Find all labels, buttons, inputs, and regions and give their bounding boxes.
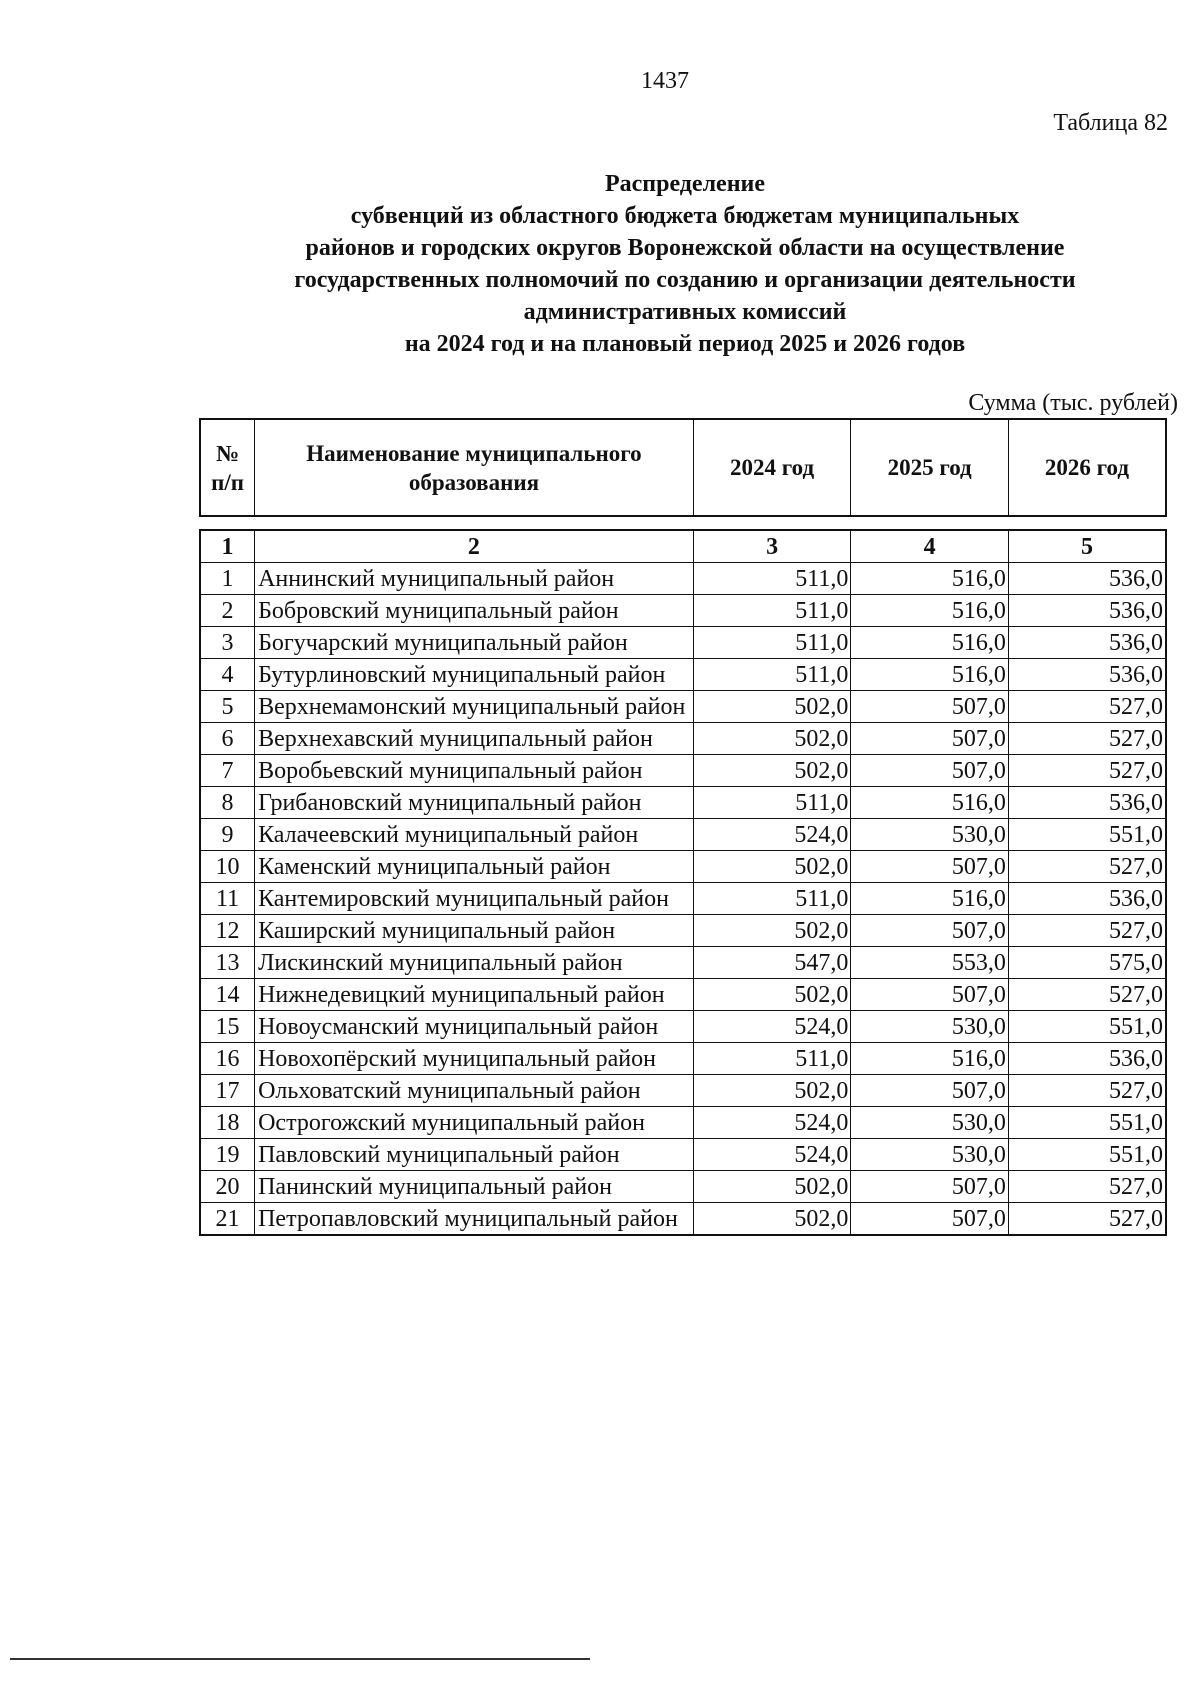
table-row — [200, 979, 1166, 1011]
value-2024: 511,0 — [693, 563, 851, 595]
value-2026: 551,0 — [1008, 819, 1166, 851]
value-2026: 527,0 — [1008, 1075, 1166, 1107]
value-2026: 527,0 — [1008, 851, 1166, 883]
value-2026: 527,0 — [1008, 723, 1166, 755]
value-2025: 507,0 — [851, 1171, 1009, 1203]
table-row — [200, 883, 1166, 915]
value-2026: 536,0 — [1008, 1043, 1166, 1075]
value-2024: 502,0 — [693, 979, 851, 1011]
municipality-name: Новохопёрский муниципальный район — [255, 1043, 694, 1075]
row-number: 1 — [200, 563, 255, 595]
title-line: на 2024 год и на плановый период 2025 и 2026 годов — [404, 331, 966, 357]
data-table — [199, 529, 1167, 1236]
municipality-name: Нижнедевицкий муниципальный район — [255, 979, 694, 1011]
table-row — [200, 1203, 1166, 1236]
value-2024: 511,0 — [693, 595, 851, 627]
value-2025: 530,0 — [851, 1139, 1009, 1171]
value-2024: 524,0 — [693, 1107, 851, 1139]
row-number: 14 — [200, 979, 255, 1011]
title-line: субвенций из областного бюджета бюджетам муниципальных — [350, 203, 1020, 229]
value-2025: 507,0 — [851, 915, 1009, 947]
municipality-name: Петропавловский муниципальный район — [255, 1203, 694, 1236]
table-row — [200, 787, 1166, 819]
header-2025: 2025 год — [851, 419, 1009, 516]
table-row — [200, 595, 1166, 627]
municipality-name: Новоусманский муниципальный район — [255, 1011, 694, 1043]
value-2025: 530,0 — [851, 1107, 1009, 1139]
table-row — [200, 563, 1166, 595]
row-number: 17 — [200, 1075, 255, 1107]
value-2025: 553,0 — [851, 947, 1009, 979]
value-2026: 551,0 — [1008, 1011, 1166, 1043]
column-number: 2 — [255, 530, 694, 563]
table-row — [200, 819, 1166, 851]
column-number-row — [200, 530, 1166, 563]
table-label: Таблица 82 — [1053, 110, 1168, 136]
municipality-name: Ольховатский муниципальный район — [255, 1075, 694, 1107]
municipality-name: Богучарский муниципальный район — [255, 627, 694, 659]
municipality-name: Лискинский муниципальный район — [255, 947, 694, 979]
value-2024: 547,0 — [693, 947, 851, 979]
row-number: 15 — [200, 1011, 255, 1043]
column-number: 4 — [851, 530, 1009, 563]
title-line: районов и городских округов Воронежской области на осуществление — [305, 235, 1065, 261]
table-row — [200, 1043, 1166, 1075]
value-2025: 516,0 — [851, 563, 1009, 595]
value-2026: 536,0 — [1008, 787, 1166, 819]
value-2026: 536,0 — [1008, 563, 1166, 595]
value-2025: 516,0 — [851, 595, 1009, 627]
municipality-name: Острогожский муниципальный район — [255, 1107, 694, 1139]
header-name: Наименование муниципального образования — [255, 419, 694, 516]
value-2026: 536,0 — [1008, 627, 1166, 659]
value-2024: 511,0 — [693, 1043, 851, 1075]
value-2024: 524,0 — [693, 1011, 851, 1043]
value-2026: 575,0 — [1008, 947, 1166, 979]
row-number: 19 — [200, 1139, 255, 1171]
value-2025: 507,0 — [851, 1075, 1009, 1107]
row-number: 12 — [200, 915, 255, 947]
row-number: 18 — [200, 1107, 255, 1139]
value-2025: 507,0 — [851, 1203, 1009, 1236]
municipality-name: Грибановский муниципальный район — [255, 787, 694, 819]
row-number: 3 — [200, 627, 255, 659]
value-2026: 527,0 — [1008, 979, 1166, 1011]
header-2026: 2026 год — [1008, 419, 1166, 516]
row-number: 6 — [200, 723, 255, 755]
row-number: 20 — [200, 1171, 255, 1203]
table-row — [200, 627, 1166, 659]
units-label: Сумма (тыс. рублей) — [968, 390, 1178, 416]
municipality-name: Панинский муниципальный район — [255, 1171, 694, 1203]
value-2024: 511,0 — [693, 883, 851, 915]
header-num: № п/п — [200, 419, 255, 516]
value-2025: 516,0 — [851, 787, 1009, 819]
value-2025: 530,0 — [851, 1011, 1009, 1043]
municipality-name: Аннинский муниципальный район — [255, 563, 694, 595]
municipality-name: Бутурлиновский муниципальный район — [255, 659, 694, 691]
value-2024: 502,0 — [693, 723, 851, 755]
value-2025: 516,0 — [851, 1043, 1009, 1075]
title-line: Распределение — [604, 171, 766, 197]
table-row — [200, 1139, 1166, 1171]
value-2024: 524,0 — [693, 819, 851, 851]
municipality-name: Бобровский муниципальный район — [255, 595, 694, 627]
municipality-name: Калачеевский муниципальный район — [255, 819, 694, 851]
table-row — [200, 947, 1166, 979]
row-number: 16 — [200, 1043, 255, 1075]
document-title — [200, 168, 1170, 360]
municipality-name: Каменский муниципальный район — [255, 851, 694, 883]
value-2026: 536,0 — [1008, 883, 1166, 915]
value-2026: 551,0 — [1008, 1107, 1166, 1139]
value-2026: 527,0 — [1008, 691, 1166, 723]
municipality-name: Верхнемамонский муниципальный район — [255, 691, 694, 723]
value-2026: 527,0 — [1008, 755, 1166, 787]
value-2026: 527,0 — [1008, 1171, 1166, 1203]
row-number: 5 — [200, 691, 255, 723]
municipality-name: Кантемировский муниципальный район — [255, 883, 694, 915]
value-2026: 527,0 — [1008, 1203, 1166, 1236]
municipality-name: Каширский муниципальный район — [255, 915, 694, 947]
municipality-name: Воробьевский муниципальный район — [255, 755, 694, 787]
title-line: государственных полномочий по созданию и организации деятельности — [294, 267, 1076, 293]
value-2025: 516,0 — [851, 627, 1009, 659]
row-number: 7 — [200, 755, 255, 787]
value-2024: 502,0 — [693, 691, 851, 723]
column-number: 3 — [693, 530, 851, 563]
value-2026: 536,0 — [1008, 659, 1166, 691]
table-row — [200, 1075, 1166, 1107]
value-2024: 502,0 — [693, 851, 851, 883]
municipality-name: Павловский муниципальный район — [255, 1139, 694, 1171]
row-number: 4 — [200, 659, 255, 691]
row-number: 11 — [200, 883, 255, 915]
row-number: 13 — [200, 947, 255, 979]
row-number: 8 — [200, 787, 255, 819]
value-2024: 524,0 — [693, 1139, 851, 1171]
municipality-name: Верхнехавский муниципальный район — [255, 723, 694, 755]
value-2025: 507,0 — [851, 691, 1009, 723]
row-number: 10 — [200, 851, 255, 883]
table-row — [200, 723, 1166, 755]
table-row — [200, 659, 1166, 691]
title-line: административных комиссий — [523, 299, 847, 325]
value-2024: 502,0 — [693, 755, 851, 787]
value-2024: 511,0 — [693, 627, 851, 659]
column-number: 5 — [1008, 530, 1166, 563]
value-2025: 507,0 — [851, 723, 1009, 755]
row-number: 21 — [200, 1203, 255, 1236]
page-number: 1437 — [641, 68, 689, 94]
value-2024: 511,0 — [693, 659, 851, 691]
value-2026: 527,0 — [1008, 915, 1166, 947]
row-number: 9 — [200, 819, 255, 851]
value-2026: 536,0 — [1008, 595, 1166, 627]
value-2024: 502,0 — [693, 1171, 851, 1203]
table-row — [200, 915, 1166, 947]
table-row — [200, 851, 1166, 883]
header-table — [199, 418, 1167, 517]
footer-divider — [10, 1658, 590, 1660]
row-number: 2 — [200, 595, 255, 627]
value-2025: 516,0 — [851, 659, 1009, 691]
value-2024: 502,0 — [693, 1203, 851, 1236]
header-row — [200, 419, 1166, 516]
value-2024: 502,0 — [693, 915, 851, 947]
table-row — [200, 755, 1166, 787]
value-2026: 551,0 — [1008, 1139, 1166, 1171]
table-row — [200, 1011, 1166, 1043]
value-2025: 507,0 — [851, 979, 1009, 1011]
value-2025: 507,0 — [851, 851, 1009, 883]
table-row — [200, 691, 1166, 723]
value-2024: 502,0 — [693, 1075, 851, 1107]
value-2024: 511,0 — [693, 787, 851, 819]
table-row — [200, 1107, 1166, 1139]
value-2025: 507,0 — [851, 755, 1009, 787]
table-row — [200, 1171, 1166, 1203]
value-2025: 530,0 — [851, 819, 1009, 851]
header-2024: 2024 год — [693, 419, 851, 516]
value-2025: 516,0 — [851, 883, 1009, 915]
column-number: 1 — [200, 530, 255, 563]
